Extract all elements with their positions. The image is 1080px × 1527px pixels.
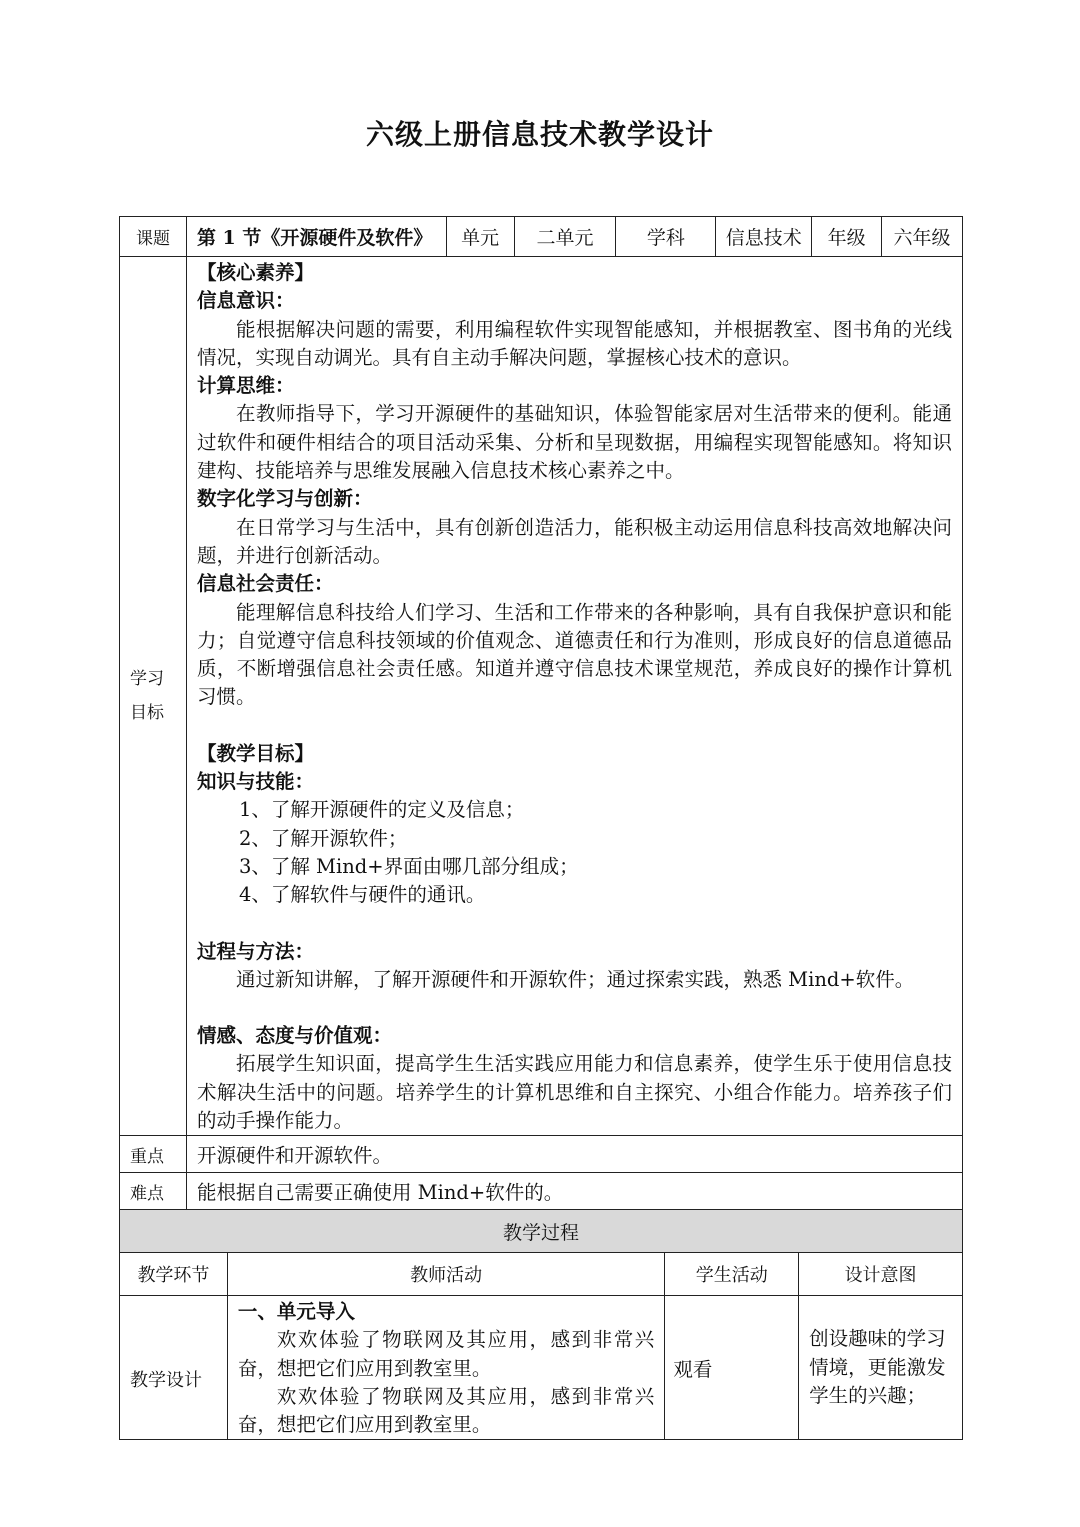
social-responsibility-text: 能理解信息科技给人们学习、生活和工作带来的各种影响，具有自我保护意识和能力；自觉遵守信息科技领域的价值观念、道德责任和行为准则，形成良好的信息道德品质，不断增强信息社会责任感。知道并遵守信息技术课堂规范，养成良好的操作计算机习惯。 xyxy=(196,600,952,709)
process-methods-title: 过程与方法： xyxy=(196,939,314,963)
student-activity-cell: 观看 xyxy=(665,1296,799,1440)
grade-value: 六年级 xyxy=(882,217,963,257)
computational-thinking-title: 计算思维： xyxy=(196,374,295,398)
header-row xyxy=(120,217,963,257)
social-responsibility-title: 信息社会责任： xyxy=(196,572,334,596)
info-awareness-text: 能根据解决问题的需要，利用编程软件实现智能感知，并根据教室、图书角的光线情况，实现自动调光。具有自主动手解决问题，掌握核心技术的意识。 xyxy=(196,317,952,369)
document-title: 六级上册信息技术教学设计 xyxy=(365,118,714,151)
process-methods-text: 通过新知讲解，了解开源硬件和开源软件；通过探索实践，熟悉 Mind+软件。 xyxy=(235,967,915,991)
digital-learning-title: 数字化学习与创新： xyxy=(196,487,373,511)
info-awareness-title: 信息意识： xyxy=(196,289,295,313)
knowledge-item: 3、了解 Mind+界面由哪几部分组成； xyxy=(238,854,579,878)
core-literacy-heading: 【核心素养】 xyxy=(196,261,314,284)
process-heading: 教学过程 xyxy=(120,1210,963,1253)
column-header-student: 学生活动 xyxy=(665,1253,799,1296)
teacher-activity-title: 一、单元导入 xyxy=(237,1300,355,1323)
teaching-goals-heading: 【教学目标】 xyxy=(196,741,314,765)
emotion-values-text: 拓展学生知识面，提高学生生活实践应用能力和信息素养，使学生乐于使用信息技术解决生活中的问题。培养学生的计算机思维和自主探究、小组合作能力。培养孩子们的动手操作能力。 xyxy=(196,1052,952,1133)
knowledge-item: 4、了解软件与硬件的通讯。 xyxy=(238,883,486,907)
column-header-intent: 设计意图 xyxy=(799,1253,963,1296)
emotion-values-title: 情感、态度与价值观： xyxy=(196,1024,392,1048)
goals-label xyxy=(120,257,187,1136)
goals-label-line1: 学习 xyxy=(130,669,164,690)
grade-label: 年级 xyxy=(812,217,882,257)
knowledge-skills-title: 知识与技能： xyxy=(196,770,314,794)
computational-thinking-text: 在教师指导下，学习开源硬件的基础知识，体验智能家居对生活带来的便利。能通过软件和硬件相结合的项目活动采集、分析和呈现数据，用编程实现智能感知。将知识建构、技能培养与思维发展融入信息技术核心素养之中。 xyxy=(196,402,952,483)
subject-label: 学科 xyxy=(616,217,716,257)
column-header-teacher: 教师活动 xyxy=(227,1253,664,1296)
process-heading-row xyxy=(120,1210,963,1253)
key-point-label: 重点 xyxy=(120,1136,187,1173)
process-columns-row xyxy=(120,1253,963,1296)
teacher-activity-paragraph: 欢欢体验了物联网及其应用，感到非常兴奋，想把它们应用到教室里。 xyxy=(237,1384,655,1437)
difficulty-row xyxy=(120,1173,963,1210)
teaching-process-table xyxy=(119,1209,963,1440)
stage-cell: 教学设计 xyxy=(120,1296,228,1440)
process-row xyxy=(120,1296,963,1440)
column-header-stage: 教学环节 xyxy=(120,1253,228,1296)
key-point-row xyxy=(120,1136,963,1173)
difficulty-label: 难点 xyxy=(120,1173,187,1210)
key-point-text: 开源硬件和开源软件。 xyxy=(186,1136,962,1173)
teacher-activity-cell xyxy=(227,1296,664,1440)
subject-value: 信息技术 xyxy=(716,217,812,257)
unit-label: 单元 xyxy=(446,217,514,257)
lesson-value: 第 1 节《开源硬件及软件》 xyxy=(186,217,446,257)
unit-value: 二单元 xyxy=(514,217,616,257)
difficulty-text: 能根据自己需要正确使用 Mind+软件的。 xyxy=(186,1173,962,1210)
lesson-label: 课题 xyxy=(120,217,187,257)
design-intent-cell: 创设趣味的学习情境，更能激发学生的兴趣； xyxy=(799,1296,963,1440)
goals-label-line2: 目标 xyxy=(130,703,164,724)
goals-content xyxy=(186,257,962,1136)
knowledge-item: 2、了解开源软件； xyxy=(238,826,408,850)
knowledge-item: 1、了解开源硬件的定义及信息； xyxy=(238,798,525,822)
lesson-info-table xyxy=(119,216,963,1210)
digital-learning-text: 在日常学习与生活中，具有创新创造活力，能积极主动运用信息科技高效地解决问题，并进行创新活动。 xyxy=(196,515,952,567)
goals-row xyxy=(120,257,963,1136)
teacher-activity-paragraph: 欢欢体验了物联网及其应用，感到非常兴奋，想把它们应用到教室里。 xyxy=(237,1328,655,1380)
